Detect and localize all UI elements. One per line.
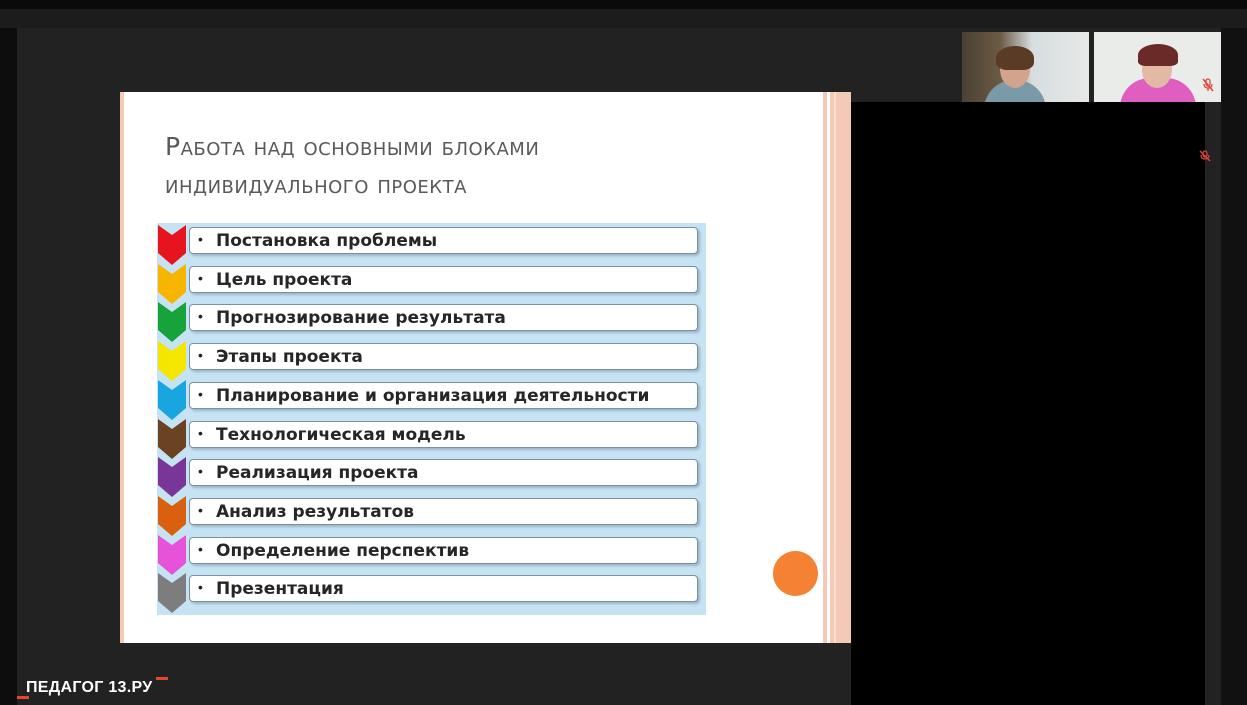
microphone-muted-icon <box>1199 150 1211 162</box>
list-item-label: Планирование и организация деятельности <box>216 385 650 406</box>
chevron-marker <box>158 264 186 306</box>
list-item-label: Технологическая модель <box>216 424 466 445</box>
left-edge <box>0 28 17 705</box>
bullet: • <box>198 269 203 286</box>
window-top-bar <box>0 0 1247 28</box>
bullet: • <box>198 385 203 402</box>
list-item <box>189 343 698 370</box>
list-item-label: Цель проекта <box>216 269 353 290</box>
slide-left-border <box>120 92 124 643</box>
chevron-marker <box>158 341 186 383</box>
list-item <box>189 575 698 602</box>
list-item <box>189 266 698 293</box>
logo-accent-right <box>156 677 168 680</box>
bullet: • <box>198 540 203 557</box>
list-item-label: Этапы проекта <box>216 347 363 368</box>
slide-title-line-1: Работа над основными блоками <box>165 132 540 161</box>
chevron-marker <box>158 380 186 422</box>
chevron-marker <box>158 496 186 538</box>
right-edge <box>1221 28 1247 705</box>
shared-slide <box>120 92 851 643</box>
slide-title <box>165 128 685 204</box>
chevron-marker <box>158 535 186 577</box>
bullet: • <box>198 347 203 364</box>
microphone-muted-icon <box>1201 78 1215 92</box>
chevron-marker <box>158 302 186 344</box>
list-item <box>189 421 698 448</box>
project-blocks-list <box>157 223 706 615</box>
video-tile-participant-1[interactable] <box>962 32 1089 102</box>
bullet: • <box>198 501 203 518</box>
participant-1-hair <box>996 46 1034 70</box>
list-item <box>189 304 698 331</box>
list-item-label: Анализ результатов <box>216 501 415 522</box>
orange-accent-dot <box>773 551 818 596</box>
chevron-marker <box>158 419 186 461</box>
chevron-marker <box>158 573 186 615</box>
bullet: • <box>198 463 203 480</box>
list-item <box>189 537 698 564</box>
list-item <box>189 382 698 409</box>
list-item <box>189 498 698 525</box>
list-item-label: Прогнозирование результата <box>216 308 506 329</box>
chevron-marker <box>158 457 186 499</box>
list-item-label: Презентация <box>216 579 344 600</box>
list-item-label: Определение перспектив <box>216 540 470 561</box>
slide-title-line-2: индивидуального проекта <box>165 170 467 199</box>
participant-2-hair <box>1138 44 1178 66</box>
bullet: • <box>198 424 203 441</box>
chevron-marker <box>158 225 186 267</box>
bullet: • <box>198 308 203 325</box>
list-item <box>189 227 698 254</box>
list-item-label: Постановка проблемы <box>216 231 438 251</box>
video-tile-participant-2[interactable] <box>1094 32 1221 102</box>
list-item-label: Реализация проекта <box>216 463 419 484</box>
bullet: • <box>198 579 203 596</box>
video-placeholder-panel <box>851 102 1205 705</box>
list-item <box>189 459 698 486</box>
logo-text: ПЕДАГОГ 13.РУ <box>26 679 153 696</box>
slide-right-border <box>823 92 851 643</box>
bullet: • <box>198 231 203 247</box>
